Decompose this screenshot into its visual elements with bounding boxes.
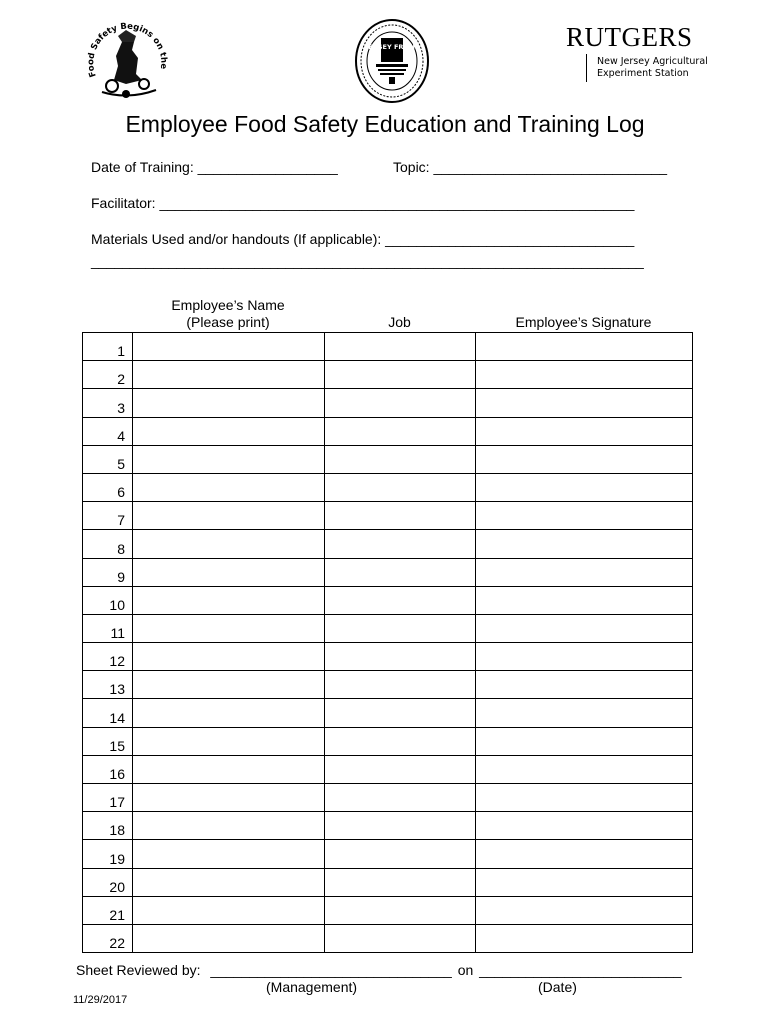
job-cell[interactable] [325,784,476,812]
table-row [83,558,693,586]
rutgers-name: RUTGERS [566,22,693,52]
management-caption: (Management) [266,979,358,995]
employee-name-cell[interactable] [133,868,325,896]
row-number: 14 [83,699,133,727]
review-date-line[interactable]: __________________________ [479,962,682,978]
job-cell[interactable] [325,558,476,586]
signature-cell[interactable] [476,473,693,501]
table-row [83,896,693,924]
column-header-signature: Employee’s Signature [515,314,652,330]
row-number: 1 [83,333,133,361]
table-row [83,530,693,558]
signature-cell[interactable] [476,840,693,868]
table-row [83,699,693,727]
employee-name-cell[interactable] [133,417,325,445]
employee-name-cell[interactable] [133,755,325,783]
job-cell[interactable] [325,417,476,445]
employee-name-cell[interactable] [133,924,325,952]
food-safety-farm-logo [82,14,174,106]
row-number: 13 [83,671,133,699]
signature-cell[interactable] [476,417,693,445]
table-row [83,445,693,473]
job-cell[interactable] [325,840,476,868]
table-row [83,333,693,361]
employee-name-cell[interactable] [133,389,325,417]
signature-cell[interactable] [476,586,693,614]
column-header-name-line2: (Please print) [186,314,270,330]
table-row [83,643,693,671]
rutgers-logo [566,24,716,86]
materials-field[interactable]: Materials Used and/or handouts (If applicable): ________________________________ [91,231,635,247]
employee-name-cell[interactable] [133,361,325,389]
column-header-employee-name [132,297,324,331]
table-row [83,727,693,755]
jersey-fresh-seal [354,18,430,104]
table-row [83,671,693,699]
employee-name-cell[interactable] [133,473,325,501]
signature-cell[interactable] [476,333,693,361]
employee-name-cell[interactable] [133,896,325,924]
column-header-job: Job [388,314,411,330]
job-cell[interactable] [325,333,476,361]
row-number: 6 [83,473,133,501]
row-number: 4 [83,417,133,445]
job-cell[interactable] [325,755,476,783]
signature-cell[interactable] [476,530,693,558]
employee-name-cell[interactable] [133,643,325,671]
signature-cell[interactable] [476,361,693,389]
job-cell[interactable] [325,699,476,727]
employee-name-cell[interactable] [133,614,325,642]
job-cell[interactable] [325,727,476,755]
row-number: 8 [83,530,133,558]
row-number: 17 [83,784,133,812]
table-row [83,473,693,501]
job-cell[interactable] [325,473,476,501]
facilitator-field[interactable]: Facilitator: _____________________________________________________________ [91,195,635,211]
employee-name-cell[interactable] [133,784,325,812]
job-cell[interactable] [325,671,476,699]
row-number: 20 [83,868,133,896]
row-number: 18 [83,812,133,840]
row-number: 10 [83,586,133,614]
employee-name-cell[interactable] [133,727,325,755]
signature-cell[interactable] [476,896,693,924]
employee-name-cell[interactable] [133,812,325,840]
row-number: 7 [83,502,133,530]
rutgers-subtitle-line1: New Jersey Agricultural [597,56,708,67]
revision-date: 11/29/2017 [73,994,128,1006]
row-number: 9 [83,558,133,586]
signature-cell[interactable] [476,389,693,417]
jersey-fresh-text: JERSEY FRESH [366,43,418,51]
signature-cell[interactable] [476,784,693,812]
signature-cell[interactable] [476,755,693,783]
signature-cell[interactable] [476,868,693,896]
sheet-reviewed-label: Sheet Reviewed by: [76,962,201,978]
job-cell[interactable] [325,361,476,389]
job-cell[interactable] [325,812,476,840]
management-signature-line[interactable]: _______________________________ [210,962,452,978]
row-number: 19 [83,840,133,868]
row-number: 5 [83,445,133,473]
employee-name-cell[interactable] [133,333,325,361]
employee-name-cell[interactable] [133,502,325,530]
signature-cell[interactable] [476,727,693,755]
job-cell[interactable] [325,924,476,952]
training-log-table [82,332,693,953]
employee-name-cell[interactable] [133,671,325,699]
job-cell[interactable] [325,389,476,417]
table-row [83,586,693,614]
table-row [83,868,693,896]
job-cell[interactable] [325,586,476,614]
row-number: 22 [83,924,133,952]
on-label: on [457,962,474,978]
row-number: 16 [83,755,133,783]
topic-field[interactable]: Topic: ______________________________ [393,159,668,175]
date-caption: (Date) [538,979,577,995]
farm-logo-text: Food Safety Begins on the [86,21,169,79]
job-cell[interactable] [325,643,476,671]
signature-cell[interactable] [476,671,693,699]
job-cell[interactable] [325,896,476,924]
materials-continuation-line[interactable]: _______________________________________________________________________ [91,253,644,269]
row-number: 11 [83,614,133,642]
row-number: 21 [83,896,133,924]
job-cell[interactable] [325,445,476,473]
table-row [83,924,693,952]
job-cell[interactable] [325,614,476,642]
employee-name-cell[interactable] [133,840,325,868]
table-row [83,614,693,642]
table-row [83,502,693,530]
table-row [83,417,693,445]
employee-name-cell[interactable] [133,699,325,727]
row-number: 15 [83,727,133,755]
job-cell[interactable] [325,530,476,558]
employee-name-cell[interactable] [133,530,325,558]
employee-name-cell[interactable] [133,558,325,586]
table-row [83,784,693,812]
job-cell[interactable] [325,868,476,896]
signature-cell[interactable] [476,502,693,530]
signature-cell[interactable] [476,445,693,473]
column-header-name-line1: Employee’s Name [171,297,285,313]
signature-cell[interactable] [476,558,693,586]
table-row [83,755,693,783]
signature-cell[interactable] [476,812,693,840]
date-of-training-field[interactable]: Date of Training: __________________ [91,159,338,175]
table-row [83,812,693,840]
signature-cell[interactable] [476,924,693,952]
job-cell[interactable] [325,502,476,530]
table-row [83,840,693,868]
row-number: 2 [83,361,133,389]
signature-cell[interactable] [476,643,693,671]
table-row [83,361,693,389]
page-title: Employee Food Safety Education and Training Log [125,111,645,137]
employee-name-cell[interactable] [133,445,325,473]
rutgers-subtitle-line2: Experiment Station [597,68,689,79]
row-number: 3 [83,389,133,417]
sheet-reviewed-row [76,962,682,978]
signature-cell[interactable] [476,614,693,642]
signature-cell[interactable] [476,699,693,727]
table-row [83,389,693,417]
employee-name-cell[interactable] [133,586,325,614]
row-number: 12 [83,643,133,671]
